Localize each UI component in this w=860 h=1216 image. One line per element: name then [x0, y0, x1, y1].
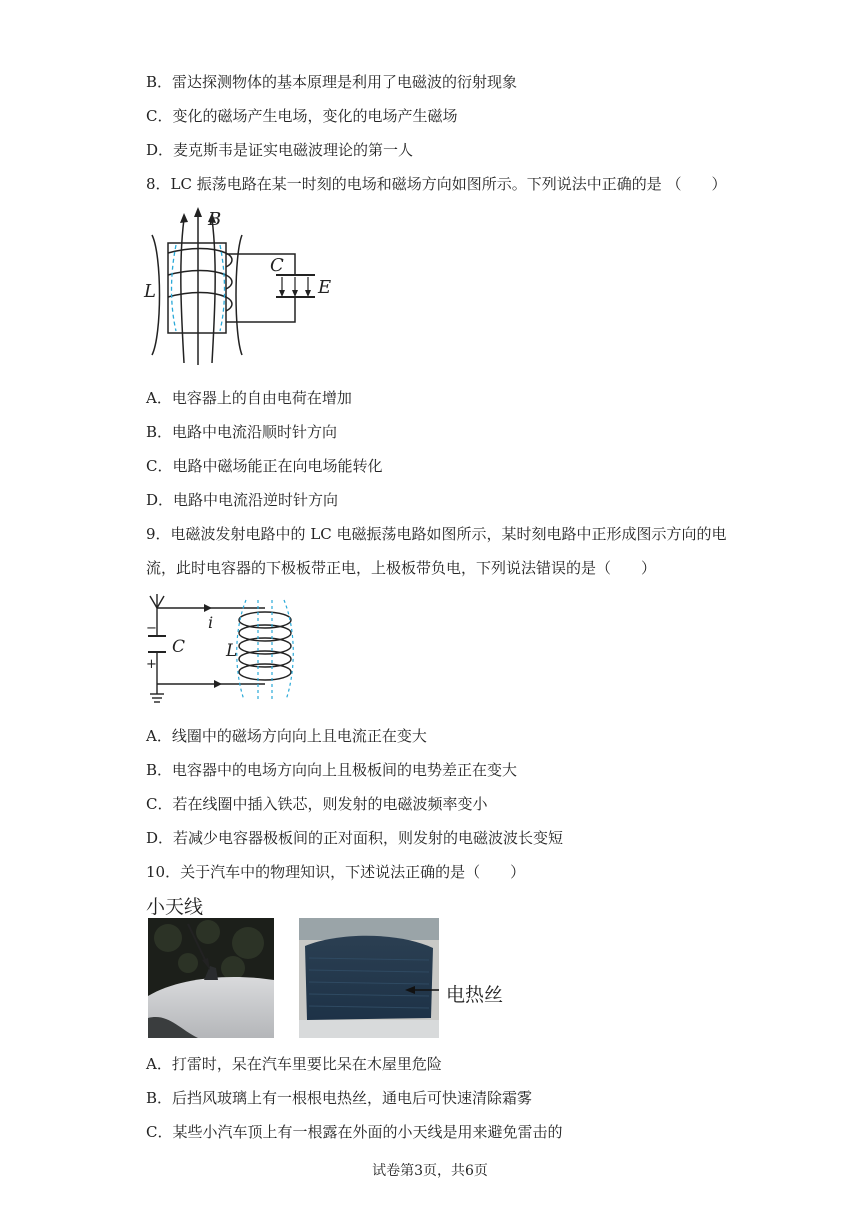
q8-stem: 8．LC 振荡电路在某一时刻的电场和磁场方向如图所示。下列说法中正确的是 （ ） [146, 175, 727, 193]
rear-window-photo [299, 918, 439, 1038]
q7-option-b: B．雷达探测物体的基本原理是利用了电磁波的衍射现象 [146, 73, 518, 91]
q7-option-d: D．麦克斯韦是证实电磁波理论的第一人 [146, 141, 414, 159]
q10-option-b: B．后挡风玻璃上有一根根电热丝，通电后可快速清除霜雾 [146, 1089, 533, 1107]
coil-frame [168, 243, 226, 333]
q8-option-a: A．电容器上的自由电荷在增加 [146, 389, 352, 407]
fig8-label-c: C [270, 255, 284, 276]
fig9-plus-sign: + [146, 657, 157, 672]
antenna-caption: 小天线 [146, 896, 204, 918]
fig9-label-i: i [208, 613, 214, 632]
q9-stem-line2: 流，此时电容器的下极板带正电，上极板带负电，下列说法错误的是（ ） [146, 559, 657, 577]
q9-stem-line1: 9．电磁波发射电路中的 LC 电磁振荡电路如图所示，某时刻电路中正形成图示方向的电 [146, 525, 727, 543]
q10-option-c: C．某些小汽车顶上有一根露在外面的小天线是用来避免雷击的 [146, 1123, 563, 1141]
q9-option-a: A．线圈中的磁场方向向上且电流正在变大 [146, 727, 427, 745]
fig8-label-e: E [318, 277, 332, 298]
q9-option-c: C．若在线圈中插入铁芯，则发射的电磁波频率变小 [146, 795, 488, 813]
q8-option-c: C．电路中磁场能正在向电场能转化 [146, 457, 383, 475]
q9-option-b: B．电容器中的电场方向向上且极板间的电势差正在变大 [146, 761, 518, 779]
q9-option-d: D．若减少电容器极板间的正对面积，则发射的电磁波波长变短 [146, 829, 564, 847]
q10-stem: 10．关于汽车中的物理知识，下述说法正确的是（ ） [146, 863, 526, 881]
q7-option-c: C．变化的磁场产生电场，变化的电场产生磁场 [146, 107, 458, 125]
fig9-label-c: C [172, 637, 186, 657]
fig8-label-b: B [208, 209, 222, 230]
fig9-lc-emitter-diagram [140, 590, 310, 710]
q10-option-a: A．打雷时，呆在汽车里要比呆在木屋里危险 [146, 1055, 442, 1073]
antenna-photo [148, 918, 274, 1038]
fig8-label-l: L [144, 281, 156, 302]
fig8-lc-circuit-diagram [140, 205, 340, 370]
q8-option-b: B．电路中电流沿顺时针方向 [146, 423, 338, 441]
fig9-minus-sign: − [146, 621, 157, 636]
q8-option-d: D．电路中电流沿逆时针方向 [146, 491, 339, 509]
heater-wire-caption: 电热丝 [446, 984, 504, 1006]
fig9-label-l: L [226, 641, 238, 661]
page-footer: 试卷第3页，共6页 [372, 1163, 488, 1179]
